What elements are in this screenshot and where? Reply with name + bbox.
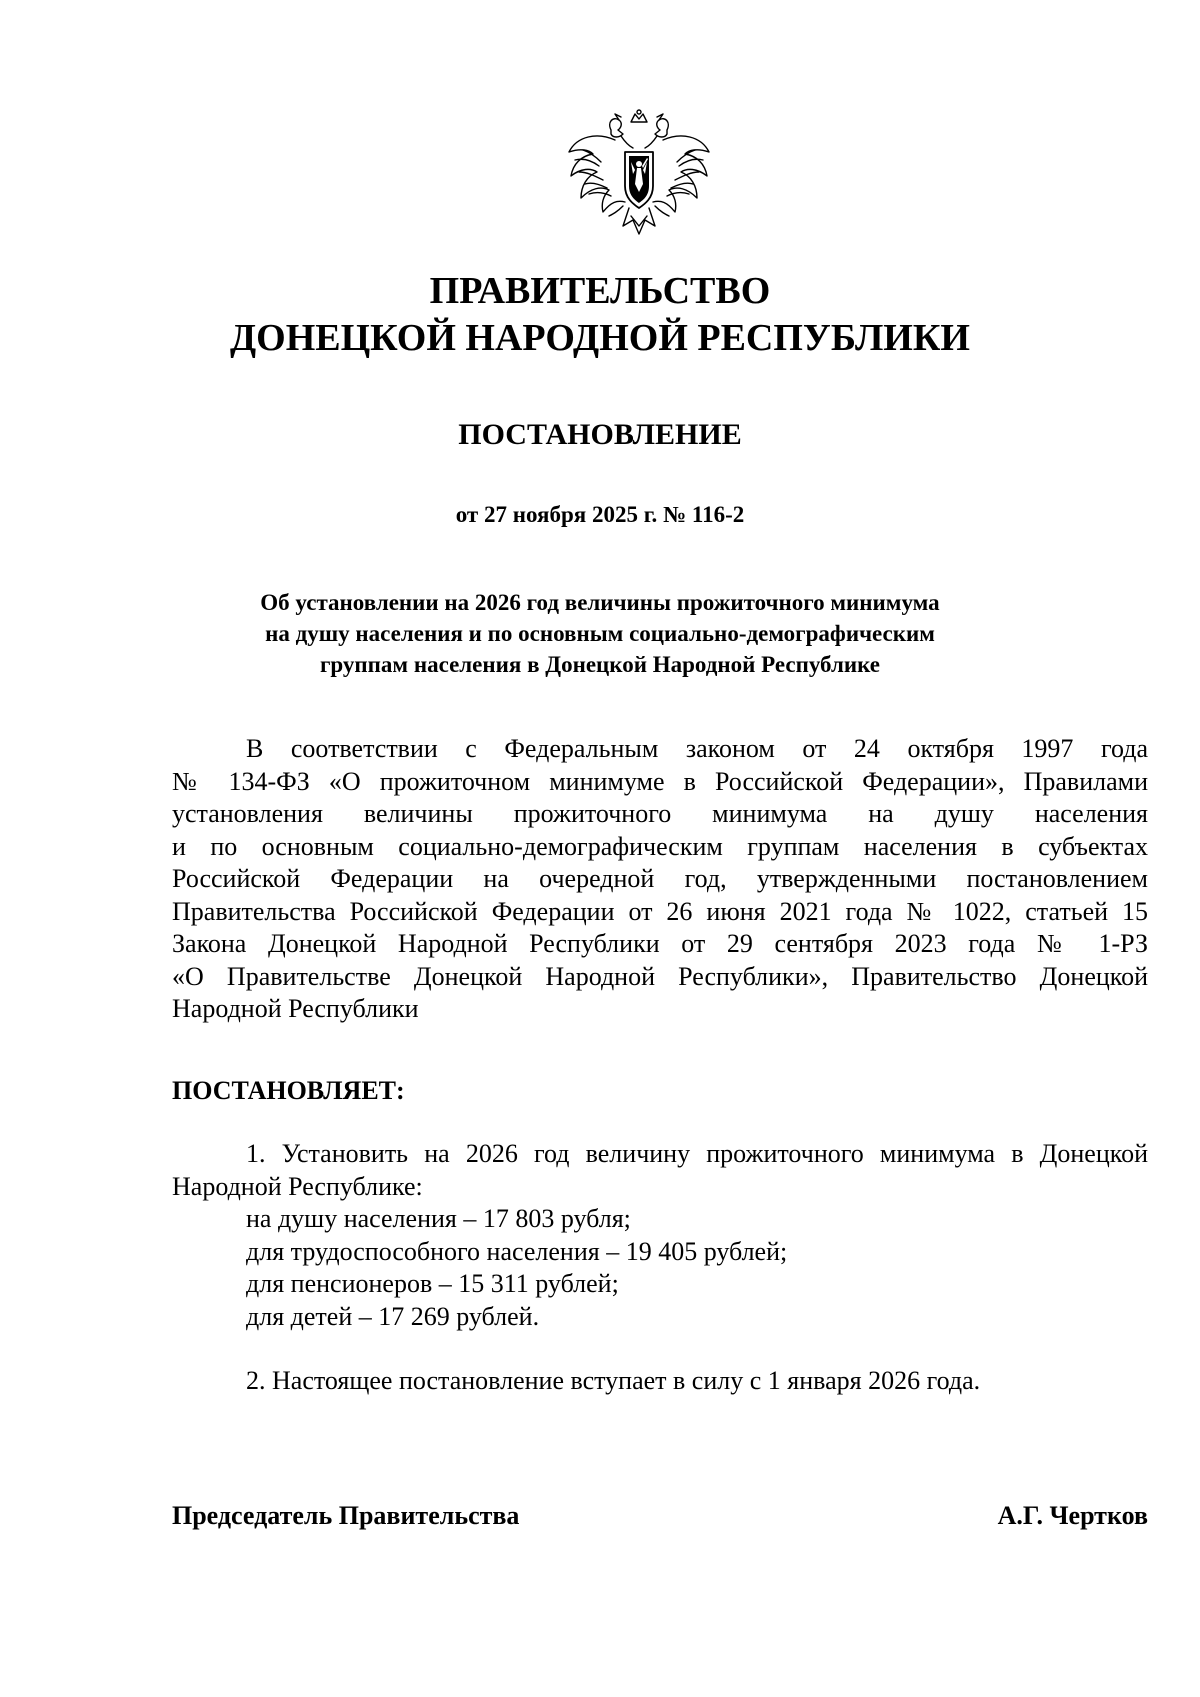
item-1-line1: 1. Установить на 2026 год величину прожиточного минимума в Донецкой xyxy=(246,1139,1148,1168)
item-1-pensioners: для пенсионеров – 15 311 рублей; xyxy=(246,1269,619,1298)
item-1-working-age: для трудоспособного населения – 19 405 рублей; xyxy=(246,1236,788,1266)
preamble-line6: Правительства Российской Федерации от 26 июня 2021 года № 1022, статьей 15 xyxy=(172,896,1148,926)
preamble-line3: установления величины прожиточного минимума на душу населения xyxy=(172,799,1148,828)
item-2-paragraph xyxy=(172,1365,1148,1398)
item-1-paragraph xyxy=(172,1138,1148,1333)
preamble-line5: Российской Федерации на очередной год, утвержденными постановлением xyxy=(172,864,1148,893)
preamble-line8: «О Правительстве Донецкой Народной Республики», Правительство Донецкой xyxy=(172,961,1148,991)
government-title-line2: ДОНЕЦКОЙ НАРОДНОЙ РЕСПУБЛИКИ xyxy=(230,317,970,359)
document-type: ПОСТАНОВЛЕНИЕ xyxy=(458,418,742,451)
preamble-paragraph xyxy=(172,733,1148,1026)
item-1-per-capita: на душу населения – 17 803 рубля; xyxy=(246,1204,631,1233)
item-2-text: 2. Настоящее постановление вступает в силу с 1 января 2026 года. xyxy=(246,1366,981,1395)
resolves-heading: ПОСТАНОВЛЯЕТ: xyxy=(172,1076,405,1105)
government-title-line1: ПРАВИТЕЛЬСТВО xyxy=(429,270,771,312)
item-1-children: для детей – 17 269 рублей. xyxy=(246,1301,540,1331)
preamble-line7: Закона Донецкой Народной Республики от 29 сентября 2023 года № 1-РЗ xyxy=(172,929,1148,958)
subject-line3: группам населения в Донецкой Народной Республике xyxy=(319,652,881,677)
preamble-line1: В соответствии с Федеральным законом от 24 октября 1997 года xyxy=(246,734,1148,763)
preamble-line4: и по основным социально-демографическим группам населения в субъектах xyxy=(172,831,1148,861)
preamble-line9: Народной Республики xyxy=(172,994,419,1023)
government-title xyxy=(100,268,1100,362)
subject-line1: Об установлении на 2026 год величины прожиточного минимума xyxy=(260,590,940,615)
item-1-line2: Народной Республике: xyxy=(172,1171,423,1201)
coat-of-arms-icon xyxy=(563,108,715,260)
preamble-line2: № 134-ФЗ «О прожиточном минимуме в Российской Федерации», Правилами xyxy=(172,766,1148,796)
document-date-number: от 27 ноября 2025 г. № 116-2 xyxy=(455,502,745,527)
signature-block xyxy=(172,1500,1148,1532)
subject-line2: на душу населения и по основным социально-демографическим xyxy=(265,621,935,646)
signature-name: А.Г. Чертков xyxy=(997,1501,1148,1530)
signature-position: Председатель Правительства xyxy=(172,1501,520,1530)
document-subject xyxy=(100,587,1100,680)
